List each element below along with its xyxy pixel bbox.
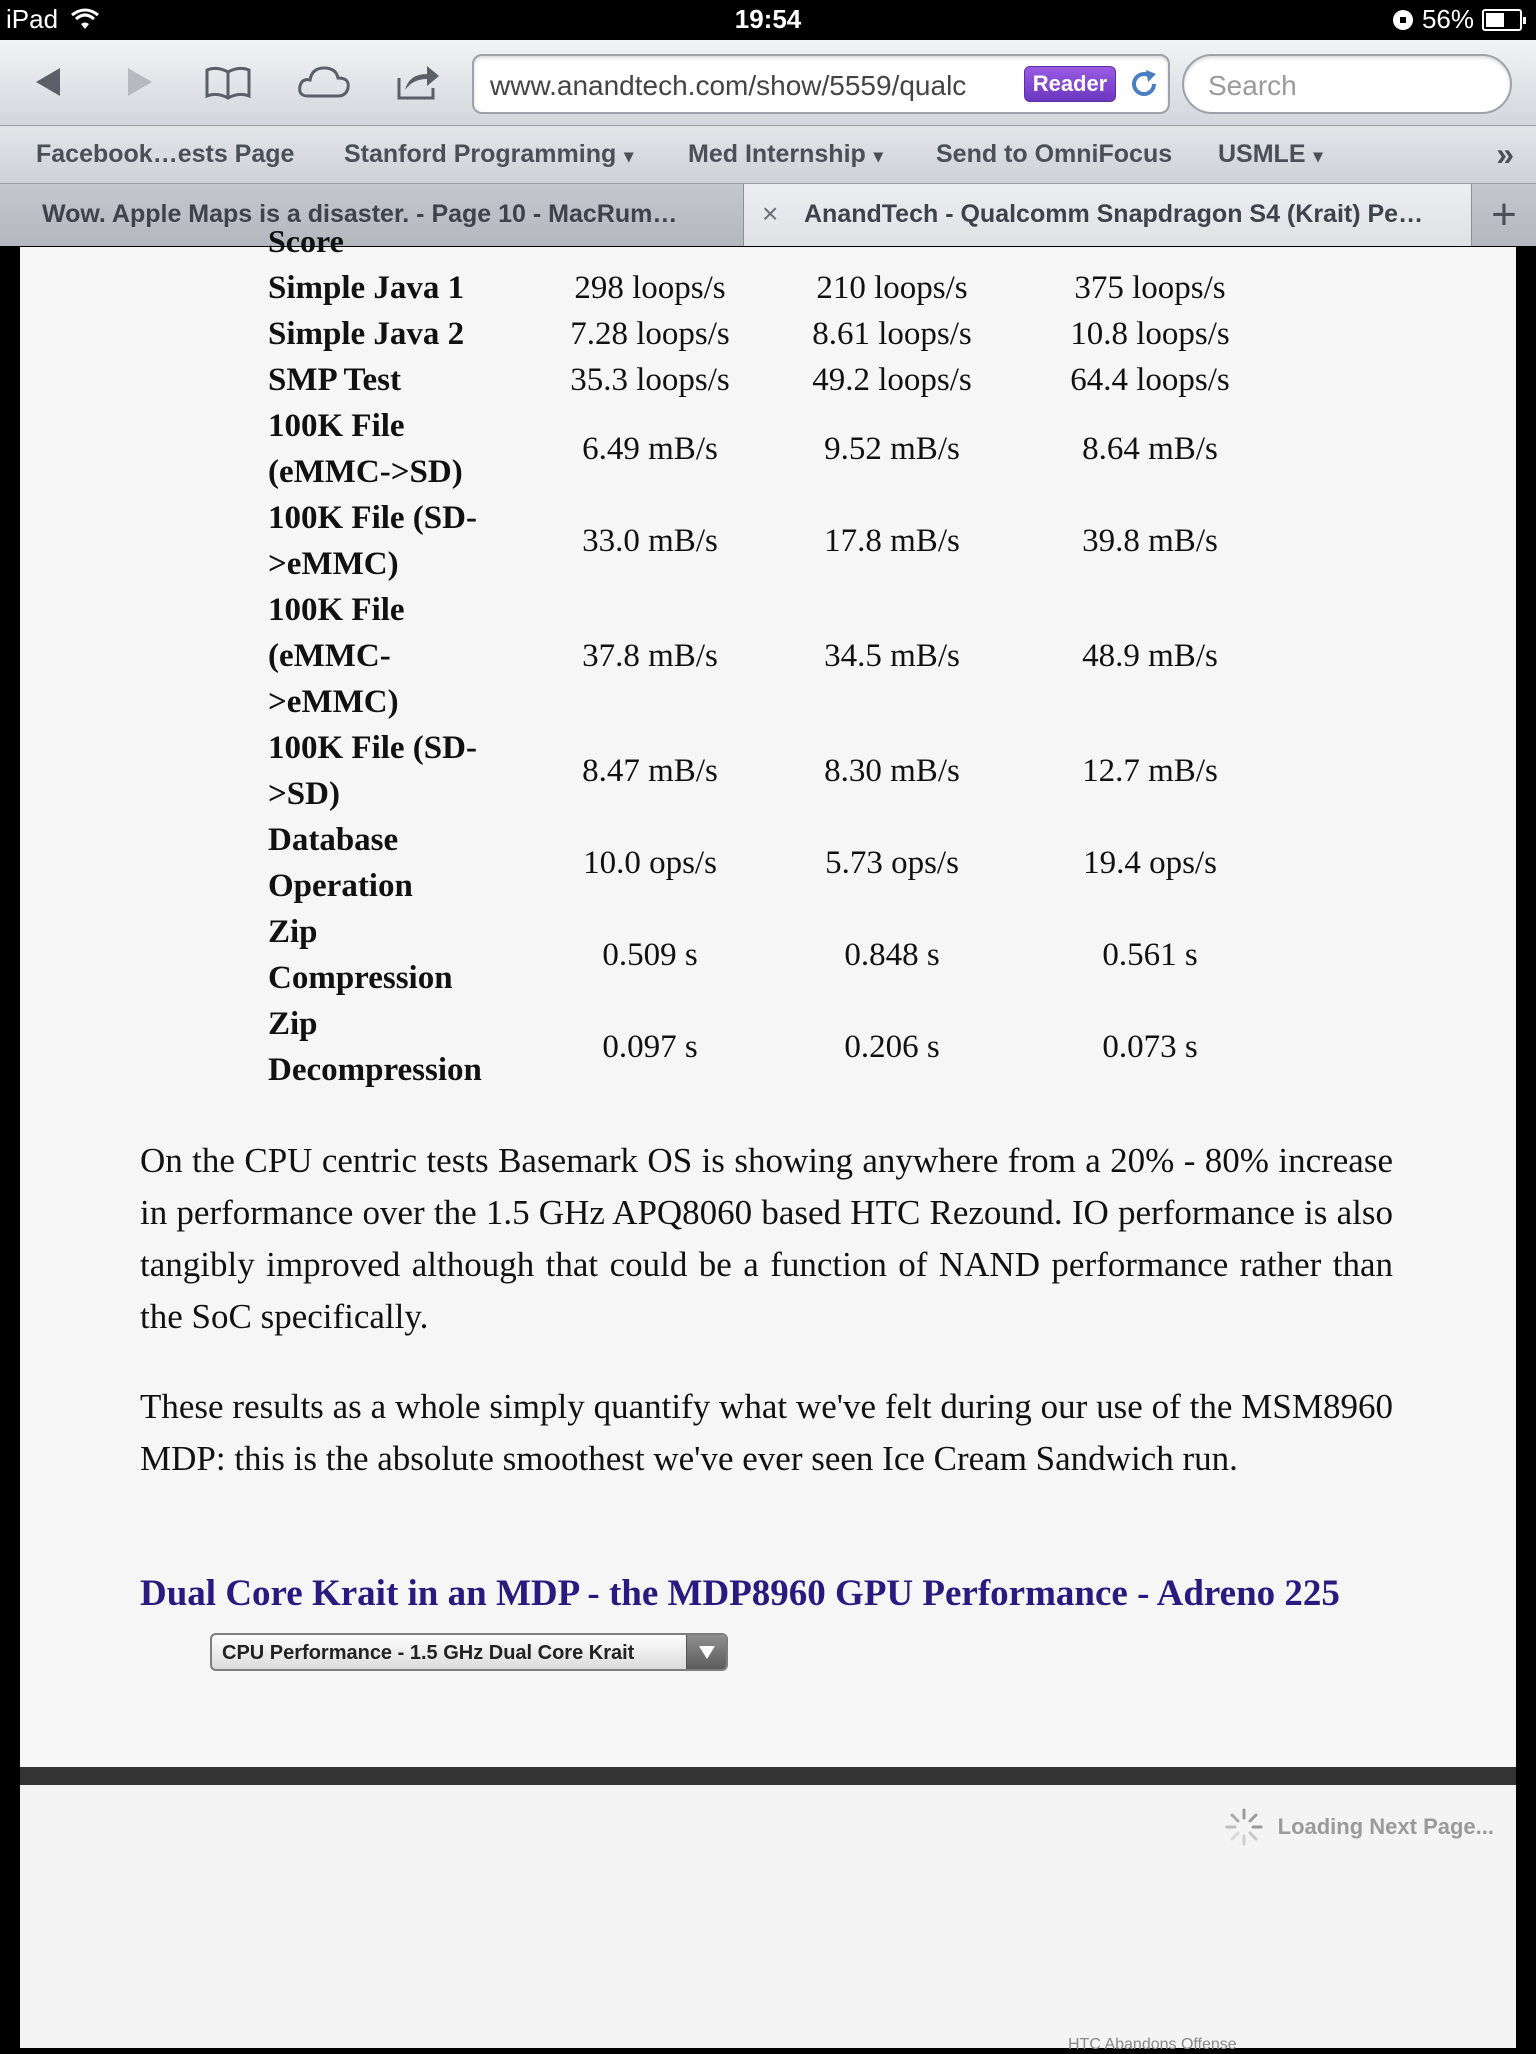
chevron-down-icon: ▾ xyxy=(624,146,634,166)
paragraph: On the CPU centric tests Basemark OS is showing anywhere from a 20% - 80% increase in performance over the 1.5 GHz APQ8060 based HTC Rezound. IO performance is also tangibly improved although that could be a function of NAND performance rather than the SoC specifically. xyxy=(140,1141,1393,1336)
bookmark-stanford-programming[interactable]: Stanford Programming ▾ xyxy=(344,140,634,168)
chevron-down-icon: ▾ xyxy=(1313,146,1323,166)
paragraph: These results as a whole simply quantify what we've felt during our use of the MSM8960 MDP: this is the absolute smoothest we've ever seen Ice Cream Sandwich run. xyxy=(140,1387,1393,1478)
page-select-value: CPU Performance - 1.5 GHz Dual Core Krait xyxy=(222,1642,635,1664)
battery-percent: 56% xyxy=(1421,4,1474,34)
loading-text: Loading Next Page... xyxy=(1277,1814,1494,1839)
share-icon xyxy=(393,62,443,102)
chevron-down-icon: ▾ xyxy=(873,146,883,166)
next-page-peek: HTC Abandons Offense xyxy=(1068,2036,1237,2053)
reload-icon[interactable] xyxy=(1126,66,1162,102)
spinner-icon xyxy=(1224,1807,1264,1847)
page-separator xyxy=(20,1767,1516,1785)
more-bookmarks-icon[interactable]: » xyxy=(1496,136,1514,172)
next-page-area xyxy=(20,1785,1516,2053)
device-name: iPad xyxy=(6,4,59,34)
bookmarks-button[interactable] xyxy=(198,54,258,110)
loading-indicator xyxy=(1224,1807,1494,1847)
reader-button[interactable]: Reader xyxy=(1024,66,1116,102)
new-tab-button[interactable]: + xyxy=(1472,184,1536,246)
bookmark-send-to-omnifocus[interactable]: Send to OmniFocus xyxy=(936,140,1173,168)
chevron-down-icon xyxy=(686,1635,726,1669)
bookmark-usmle[interactable]: USMLE ▾ xyxy=(1218,140,1323,168)
bookmarks-bar xyxy=(0,126,1536,184)
bookmark-med-internship[interactable]: Med Internship ▾ xyxy=(688,140,883,168)
back-button[interactable] xyxy=(18,54,78,110)
back-icon xyxy=(28,62,68,102)
address-bar[interactable] xyxy=(472,54,1170,114)
tab-bar xyxy=(0,184,1536,246)
bookmark-facebook[interactable]: Facebook…ests Page xyxy=(36,140,295,168)
tab-title: Wow. Apple Maps is a disaster. - Page 10 - MacRum… xyxy=(42,200,678,228)
bookmarks-icon xyxy=(203,62,253,102)
search-input[interactable] xyxy=(1182,54,1512,114)
close-icon[interactable]: × xyxy=(762,198,779,229)
next-page-link[interactable]: Dual Core Krait in an MDP - the MDP8960 GPU Performance - Adreno 225 xyxy=(140,1573,1340,1614)
battery-icon xyxy=(1482,9,1522,31)
share-button[interactable] xyxy=(388,54,448,110)
url-text: www.anandtech.com/show/5559/qualc xyxy=(490,70,967,101)
search-placeholder: Search xyxy=(1208,70,1297,101)
tab-macrumors[interactable] xyxy=(0,184,744,246)
forward-button[interactable] xyxy=(110,54,170,110)
tab-title: AnandTech - Qualcomm Snapdragon S4 (Krait) Pe… xyxy=(804,200,1424,228)
orientation-lock-icon xyxy=(1392,9,1414,31)
tab-anandtech[interactable] xyxy=(744,184,1472,246)
clock: 19:54 xyxy=(734,4,802,34)
table-header-cut: Score xyxy=(268,223,344,259)
page-select[interactable] xyxy=(210,1633,728,1671)
icloud-tabs-icon xyxy=(296,62,352,102)
forward-icon xyxy=(120,62,160,102)
web-page: Score Simple Java 1 298 loops/s 210 loops/s 375 loops/s Simple Java 2 7.28 loops/s 8.61 loops/s 10.8 loops/s SMP Test 35.3 loops/s 49.2 loops/s 64.4 loops/s 100K File (eMMC->SD) 6.49 mB/s 9.52 mB/s 8.64 mB/s 100K File (SD->eMMC) 33.0 mB/s 17.8 mB/s 39.8 mB/s 100K File (eMMC->eMMC) 37.8 mB/s 34.5 mB/s 48.9 mB/s 100K File (SD->SD) 8.47 mB/s 8.30 mB/s 12.7 mB/s Database Operation 10.0 ops/s 5.73 ops/s 19.4 ops/s Zip Compression 0.509 s 0.848 s 0.561 s Zip Decompression 0.097 s 0.206 s 0.073 s On the CPU centric tests Basemark OS is showing anywhere from a 20% - 80% increase in performance over the 1.5 GHz APQ8060 based HTC Rezound. IO performance is also tangibly improved although that could be a function of NAND performance rather than the SoC specifically. These results as a whole simply quantify what we've felt during our use of the MSM8960 MDP: this is the absolute smoothest we've ever seen Ice Cream Sandwich run. Dual Core Krait in an MDP - the MDP8960 GPU Performance - Adreno 225 CPU Performance - 1.5 GHz Dual Core Krait xyxy=(20,247,1516,1767)
icloud-tabs-button[interactable] xyxy=(294,54,354,110)
status-bar xyxy=(0,0,1536,40)
browser-toolbar xyxy=(0,40,1536,126)
